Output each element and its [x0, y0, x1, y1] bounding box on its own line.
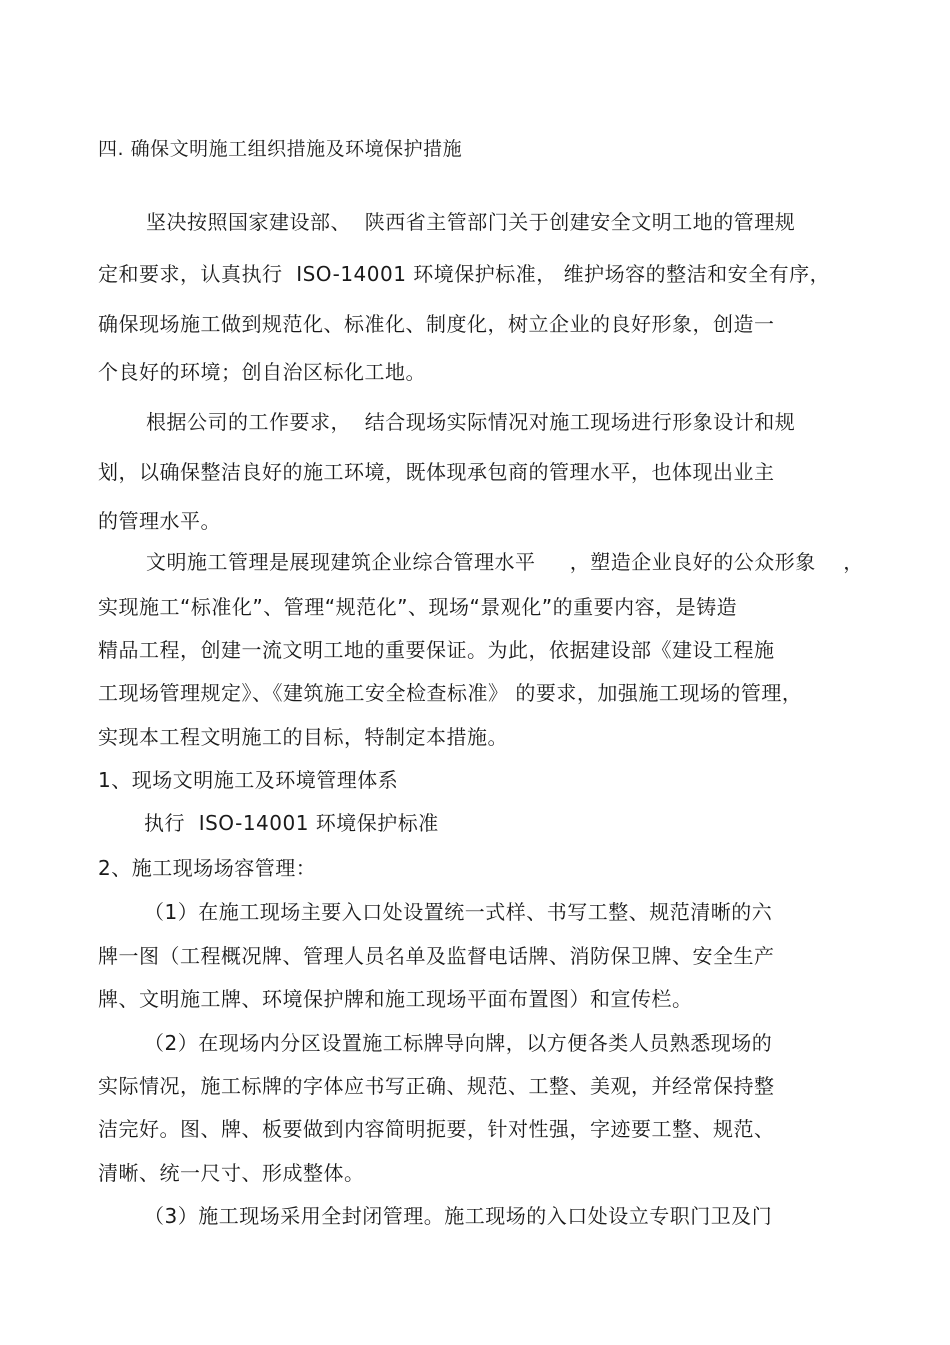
paragraph-line: （3）施工现场采用全封闭管理。施工现场的入口处设立专职门卫及门: [144, 1204, 773, 1228]
paragraph-line: 牌、文明施工牌、环境保护牌和施工现场平面布置图）和宣传栏。: [98, 987, 693, 1011]
section-2-title: 2、施工现场场容管理：: [98, 856, 317, 880]
paragraph-line: 根据公司的工作要求， 结合现场实际情况对施工现场进行形象设计和规: [146, 410, 796, 434]
paragraph-line: 定和要求，认真执行 ISO-14001 环境保护标准， 维护场容的整洁和安全有序，: [98, 262, 831, 286]
paragraph-line: （1）在施工现场主要入口处设置统一式样、书写工整、规范清晰的六: [144, 900, 773, 924]
paragraph-line: 实现施工“标准化”、管理“规范化”、现场“景观化”的重要内容，是铸造: [98, 595, 738, 619]
paragraph-line: 实现本工程文明施工的目标，特制定本措施。: [98, 725, 508, 749]
paragraph-line: 划，以确保整洁良好的施工环境，既体现承包商的管理水平，也体现出业主: [98, 460, 775, 484]
section-heading: 四. 确保文明施工组织措施及环境保护措施: [98, 138, 463, 160]
paragraph-line: 的管理水平。: [98, 509, 221, 533]
paragraph-line: 工现场管理规定》、《建筑施工安全检查标准》 的要求，加强施工现场的管理，: [98, 681, 803, 705]
paragraph-line: 实际情况，施工标牌的字体应书写正确、规范、工整、美观，并经常保持整: [98, 1074, 775, 1098]
paragraph-line: 洁完好。图、牌、板要做到内容简明扼要，针对性强，字迹要工整、规范、: [98, 1117, 775, 1141]
paragraph-line: 清晰、统一尺寸、形成整体。: [98, 1161, 365, 1185]
paragraph-line: 个良好的环境；创自治区标化工地。: [98, 360, 426, 384]
paragraph-line: （2）在现场内分区设置施工标牌导向牌，以方便各类人员熟悉现场的: [144, 1031, 773, 1055]
section-1-title: 1、现场文明施工及环境管理体系: [98, 768, 399, 792]
paragraph-line: 确保现场施工做到规范化、标准化、制度化，树立企业的良好形象，创造一: [98, 312, 775, 336]
paragraph-line: 文明施工管理是展现建筑企业综合管理水平 ，塑造企业良好的公众形象 ，: [146, 550, 864, 574]
section-1-body: 执行 ISO-14001 环境保护标准: [144, 811, 439, 835]
paragraph-line: 牌一图（工程概况牌、管理人员名单及监督电话牌、消防保卫牌、安全生产: [98, 944, 775, 968]
paragraph-line: 坚决按照国家建设部、 陕西省主管部门关于创建安全文明工地的管理规: [146, 210, 796, 234]
paragraph-line: 精品工程，创建一流文明工地的重要保证。为此，依据建设部《建设工程施: [98, 638, 775, 662]
